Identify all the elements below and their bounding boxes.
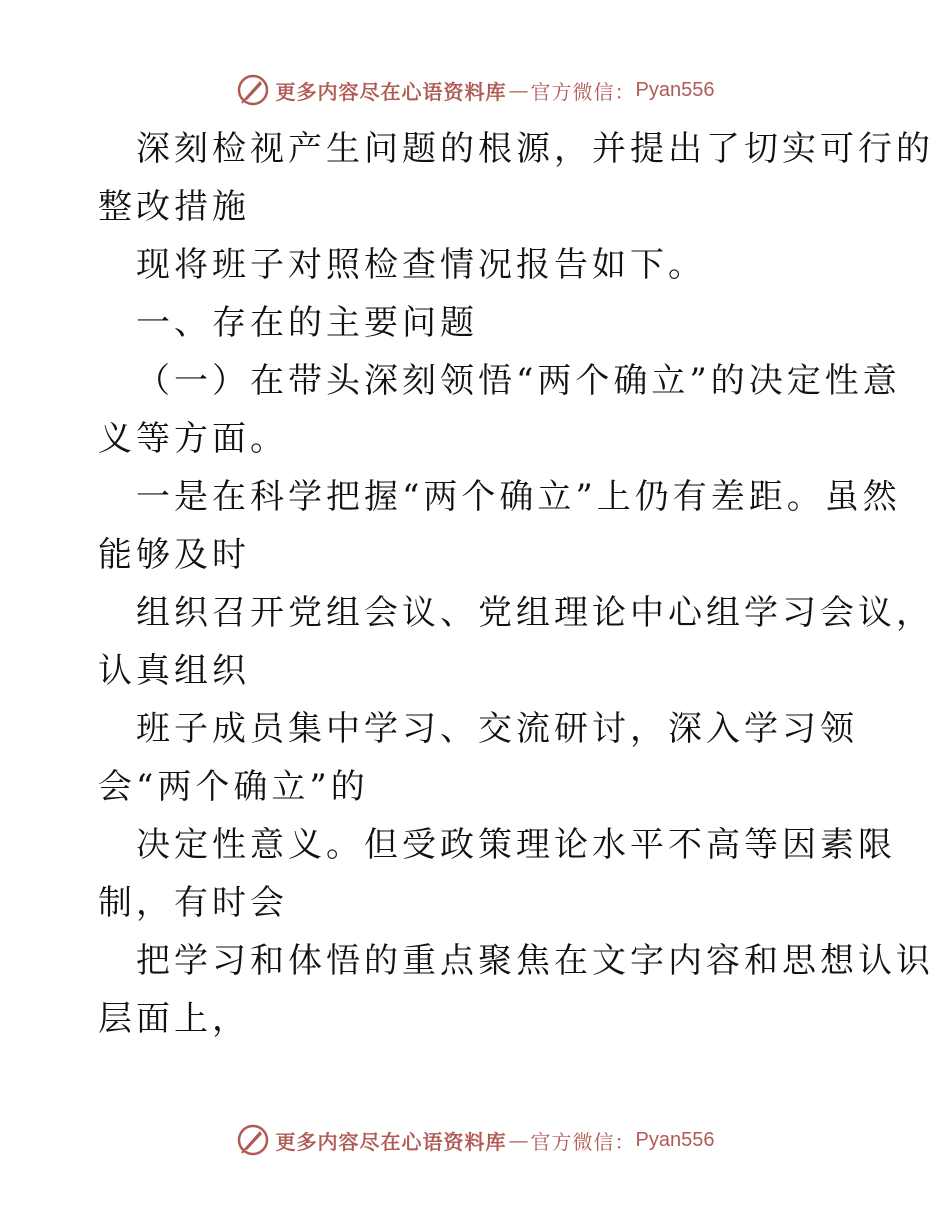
watermark-separator: —: [508, 1128, 529, 1152]
header-watermark: [0, 70, 950, 110]
document-body: [98, 120, 934, 1048]
text-line: 组织召开党组会议、党组理论中心组学习会议，: [136, 593, 934, 633]
section-heading: 一、存在的主要问题: [136, 303, 478, 343]
subsection-heading: （一）在带头深刻领悟“两个确立”的决定性意: [136, 361, 901, 401]
quill-logo-icon: [236, 1123, 270, 1157]
text-line: 深刻检视产生问题的根源，并提出了切实可行的: [136, 129, 934, 169]
watermark-brand-text: 更多内容尽在心语资料库: [275, 1129, 507, 1154]
watermark-wechat-id: Pyan556: [635, 1128, 715, 1151]
text-line: 决定性意义。但受政策理论水平不高等因素限: [136, 825, 896, 865]
text-line: 会“两个确立”的: [98, 767, 369, 807]
text-line: 现将班子对照检查情况报告如下。: [136, 245, 706, 285]
text-line: 认真组织: [98, 651, 250, 691]
text-line: 整改措施: [98, 187, 250, 227]
watermark-wechat-label: 官方微信：: [530, 1129, 636, 1154]
footer-watermark: [0, 1120, 950, 1160]
quill-logo-icon: [236, 73, 270, 107]
text-line: 层面上，: [98, 999, 250, 1039]
text-line: 义等方面。: [98, 419, 288, 459]
text-line: 把学习和体悟的重点聚焦在文字内容和思想认识: [136, 941, 934, 981]
watermark-wechat-id: Pyan556: [635, 78, 715, 101]
text-line: 制，有时会: [98, 883, 288, 923]
watermark-separator: —: [508, 78, 529, 102]
text-line: 班子成员集中学习、交流研讨，深入学习领: [136, 709, 858, 749]
text-line: 一是在科学把握“两个确立”上仍有差距。虽然: [136, 477, 901, 517]
watermark-brand-text: 更多内容尽在心语资料库: [275, 79, 507, 104]
text-line: 能够及时: [98, 535, 250, 575]
watermark-wechat-label: 官方微信：: [530, 79, 636, 104]
